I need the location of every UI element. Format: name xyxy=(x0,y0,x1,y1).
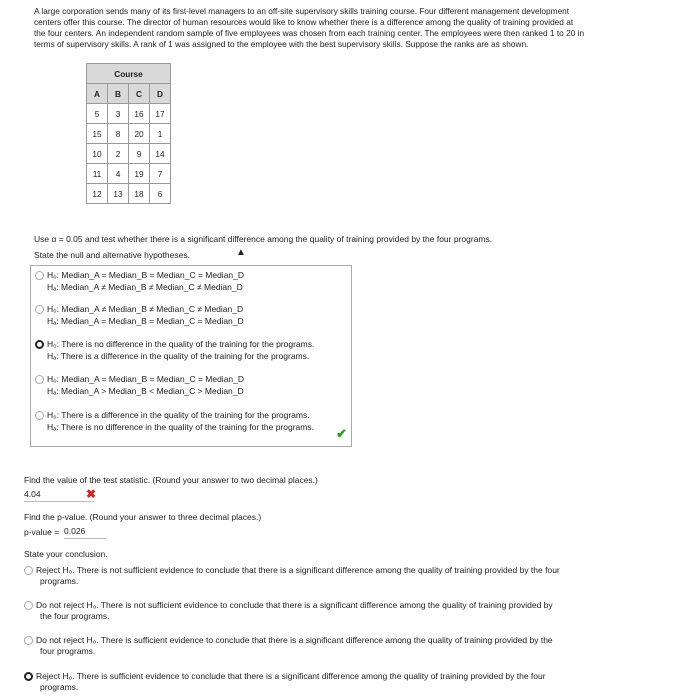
table-cell: 1 xyxy=(150,124,171,144)
radio-button-selected[interactable] xyxy=(35,340,44,349)
column-header: D xyxy=(150,84,171,104)
table-cell: 13 xyxy=(108,184,129,204)
h0-text: H₀: Median_A = Median_B = Median_C = Median_D xyxy=(47,374,245,384)
conclusion-prompt: State your conclusion. xyxy=(24,549,108,559)
pvalue-input[interactable] xyxy=(64,526,106,539)
table-cell: 14 xyxy=(150,144,171,164)
table-row xyxy=(87,184,171,204)
table-row xyxy=(87,104,171,124)
cursor-icon: ▲ xyxy=(236,247,246,258)
column-header: B xyxy=(108,84,129,104)
table-cell: 2 xyxy=(108,144,129,164)
ha-text: Hₐ: Median_A > Median_B < Median_C > Median_D xyxy=(47,386,244,396)
problem-statement xyxy=(34,6,662,50)
option-line: Do not reject H₀. There is not sufficient evidence to conclude that there is a significant difference among the quality of training provided by xyxy=(36,600,553,610)
pvalue-prompt: Find the p-value. (Round your answer to three decimal places.) xyxy=(24,512,262,522)
hypotheses-prompt: State the null and alternative hypotheses. xyxy=(34,250,190,260)
conclusion-option[interactable] xyxy=(24,600,644,622)
column-header: C xyxy=(129,84,150,104)
test-stat-prompt: Find the value of the test statistic. (Round your answer to two decimal places.) xyxy=(24,475,318,485)
table-title: Course xyxy=(87,64,171,84)
radio-button-selected[interactable] xyxy=(24,672,33,681)
problem-line: centers offer this course. The director of human resources would like to know whether there is a difference among the quality of training provided at xyxy=(34,17,574,27)
conclusion-option[interactable] xyxy=(24,671,644,693)
table-row xyxy=(87,124,171,144)
ha-text: Hₐ: There is no difference in the quality of the training for the programs. xyxy=(47,422,314,432)
table-cell: 8 xyxy=(108,124,129,144)
problem-line: terms of supervisory skills. A rank of 1 was assigned to the employee with the best supervisory skills. Suppose the ranks are as shown. xyxy=(34,39,529,49)
column-header: A xyxy=(87,84,108,104)
table-cell: 10 xyxy=(87,144,108,164)
option-line: the four programs. xyxy=(40,611,110,621)
ha-text: Hₐ: Median_A = Median_B = Median_C = Median_D xyxy=(47,316,244,326)
ha-text: Hₐ: There is a difference in the quality of the training for the programs. xyxy=(47,351,310,361)
option-line: four programs. xyxy=(40,646,96,656)
option-line: programs. xyxy=(40,576,79,586)
table-cell: 11 xyxy=(87,164,108,184)
table-cell: 3 xyxy=(108,104,129,124)
radio-button[interactable] xyxy=(35,271,44,280)
radio-button[interactable] xyxy=(24,601,33,610)
conclusion-option[interactable] xyxy=(24,635,644,657)
radio-button[interactable] xyxy=(35,375,44,384)
instruction-text: Use α = 0.05 and test whether there is a significant difference among the quality of training provided by the four programs. xyxy=(34,234,493,244)
table-row xyxy=(87,164,171,184)
hypotheses-options xyxy=(30,265,352,447)
radio-button[interactable] xyxy=(35,411,44,420)
pvalue-value: 0.026 xyxy=(64,526,86,536)
table-cell: 7 xyxy=(150,164,171,184)
ranks-table xyxy=(86,63,171,204)
radio-button[interactable] xyxy=(24,566,33,575)
table-cell: 17 xyxy=(150,104,171,124)
table-cell: 16 xyxy=(129,104,150,124)
table-cell: 9 xyxy=(129,144,150,164)
option-line: Reject H₀. There is not sufficient evidence to conclude that there is a significant difference among the quality of training provided by the four xyxy=(36,565,560,575)
option-line: Reject H₀. There is sufficient evidence to conclude that there is a significant difference among the quality of training provided by the four xyxy=(36,671,546,681)
conclusion-option[interactable] xyxy=(24,565,644,587)
radio-button[interactable] xyxy=(35,305,44,314)
option-line: programs. xyxy=(40,682,79,692)
ha-text: Hₐ: Median_A ≠ Median_B ≠ Median_C ≠ Median_D xyxy=(47,282,243,292)
h0-text: H₀: Median_A ≠ Median_B ≠ Median_C ≠ Median_D xyxy=(47,304,244,314)
problem-line: the four centers. An independent random sample of five employees was chosen from each training center. The employees were then ranked 1 to 20 in xyxy=(34,28,585,38)
table-cell: 6 xyxy=(150,184,171,204)
table-cell: 4 xyxy=(108,164,129,184)
table-cell: 18 xyxy=(129,184,150,204)
table-cell: 12 xyxy=(87,184,108,204)
option-line: Do not reject H₀. There is sufficient evidence to conclude that there is a significant difference among the quality of training provided by the xyxy=(36,635,553,645)
table-cell: 5 xyxy=(87,104,108,124)
table-cell: 15 xyxy=(87,124,108,144)
test-stat-input[interactable] xyxy=(24,487,97,502)
table-cell: 19 xyxy=(129,164,150,184)
h0-text: H₀: There is a difference in the quality of the training for the programs. xyxy=(47,410,310,420)
radio-button[interactable] xyxy=(24,636,33,645)
h0-text: H₀: There is no difference in the quality of the training for the programs. xyxy=(47,339,315,349)
check-icon: ✔ xyxy=(336,426,347,441)
test-stat-value: 4.04 xyxy=(24,489,41,499)
table-cell: 20 xyxy=(129,124,150,144)
pvalue-label: p-value = xyxy=(24,527,60,537)
problem-line: A large corporation sends many of its first-level managers to an off-site supervisory skills training course. Four different management development xyxy=(34,6,570,16)
incorrect-icon: ✖ xyxy=(86,487,97,501)
table-row xyxy=(87,144,171,164)
h0-text: H₀: Median_A = Median_B = Median_C = Median_D xyxy=(47,270,245,280)
